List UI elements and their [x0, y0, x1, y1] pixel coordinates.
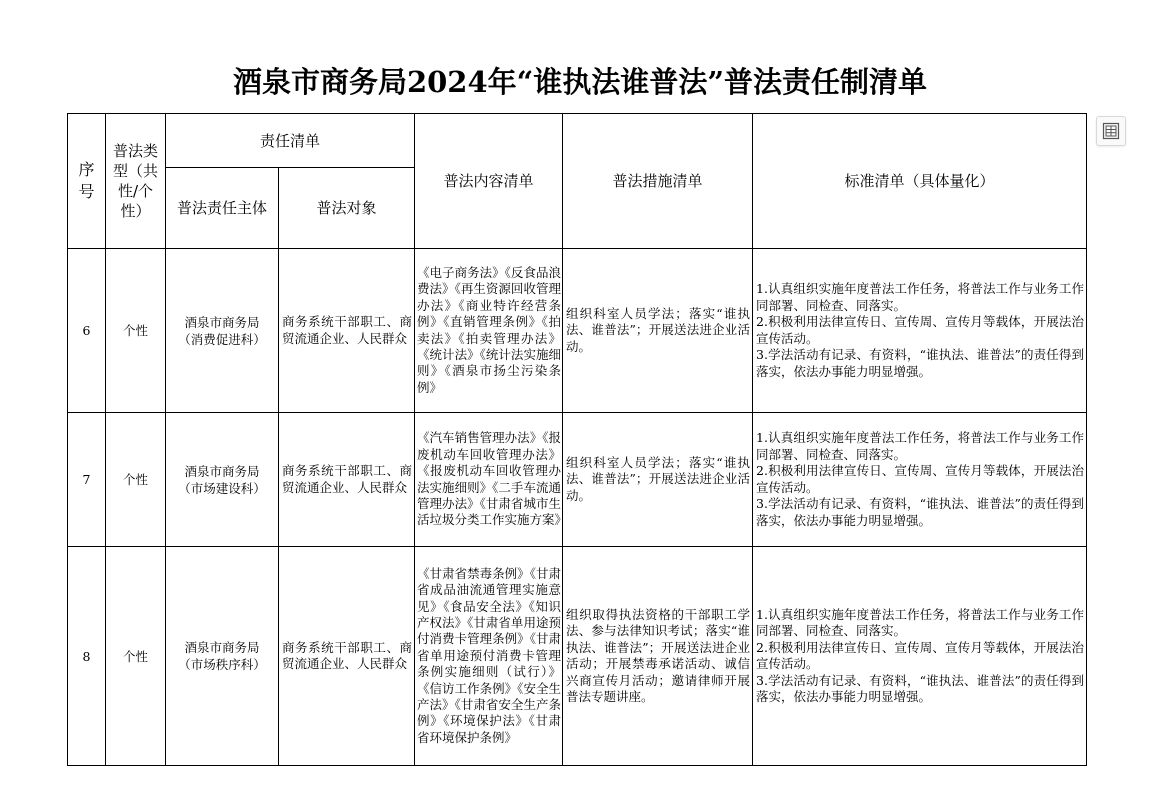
row-seq: 8	[68, 547, 106, 766]
row-measures: 组织科室人员学法；落实“谁执法、谁普法”；开展送法进企业活动。	[563, 413, 753, 547]
table-view-button[interactable]	[1096, 116, 1126, 146]
row-target: 商务系统干部职工、商贸流通企业、人民群众	[279, 413, 415, 547]
table-row	[68, 547, 1087, 766]
row-target: 商务系统干部职工、商贸流通企业、人民群众	[279, 547, 415, 766]
row-content: 《甘肃省禁毒条例》《甘肃省成品油流通管理实施意见》《食品安全法》《知识产权法》《甘肃省单用途预付消费卡管理条例》《甘肃省单用途预付消费卡管理条例实施细则（试行）》《信访工作条例》《安全生产法》《甘肃省安全生产条例》《环境保护法》《甘肃省环境保护条例》	[415, 547, 563, 766]
header-measures: 普法措施清单	[563, 114, 753, 249]
row-subject: 酒泉市商务局 （消费促进科）	[166, 249, 279, 413]
responsibility-table	[67, 113, 1087, 766]
row-content: 《电子商务法》《反食品浪费法》《再生资源回收管理办法》《商业特许经营条例》《直销管理条例》《拍卖法》《拍卖管理办法》《统计法》《统计法实施细则》《酒泉市扬尘污染条例》	[415, 249, 563, 413]
row-seq: 7	[68, 413, 106, 547]
header-target: 普法对象	[279, 168, 415, 249]
header-subject: 普法责任主体	[166, 168, 279, 249]
row-type: 个性	[106, 547, 166, 766]
row-type: 个性	[106, 413, 166, 547]
table-row	[68, 413, 1087, 547]
table-row	[68, 249, 1087, 413]
row-seq: 6	[68, 249, 106, 413]
row-subject: 酒泉市商务局 （市场秩序科）	[166, 547, 279, 766]
row-content: 《汽车销售管理办法》《报废机动车回收管理办法》《报废机动车回收管理办法实施细则》《二手车流通管理办法》《甘肃省城市生活垃圾分类工作实施方案》	[415, 413, 563, 547]
page-title: 酒泉市商务局2024年“谁执法谁普法”普法责任制清单	[232, 65, 928, 99]
row-subject: 酒泉市商务局 （市场建设科）	[166, 413, 279, 547]
table-view-icon	[1102, 122, 1120, 140]
row-standard: 1.认真组织实施年度普法工作任务，将普法工作与业务工作同部署、同检查、同落实。 2.积极利用法律宣传日、宣传周、宣传月等载体，开展法治宣传活动。 3.学法活动有记录、有资料，“谁执法、谁普法”的责任得到落实，依法办事能力明显增强。	[753, 249, 1087, 413]
row-type: 个性	[106, 249, 166, 413]
header-content: 普法内容清单	[415, 114, 563, 249]
row-target: 商务系统干部职工、商贸流通企业、人民群众	[279, 249, 415, 413]
row-standard: 1.认真组织实施年度普法工作任务，将普法工作与业务工作同部署、同检查、同落实。 2.积极利用法律宣传日、宣传周、宣传月等载体，开展法治宣传活动。 3.学法活动有记录、有资料，“谁执法、谁普法”的责任得到落实，依法办事能力明显增强。	[753, 547, 1087, 766]
header-type: 普法类型（共性/个性）	[106, 114, 166, 249]
header-standard: 标准清单（具体量化）	[753, 114, 1087, 249]
row-measures: 组织取得执法资格的干部职工学法、参与法律知识考试；落实“谁执法、谁普法”；开展送法进企业活动；开展禁毒承诺活动、诚信兴商宣传月活动；邀请律师开展普法专题讲座。	[563, 547, 753, 766]
row-measures: 组织科室人员学法；落实“谁执法、谁普法”；开展送法进企业活动。	[563, 249, 753, 413]
header-seq: 序号	[68, 114, 106, 249]
row-standard: 1.认真组织实施年度普法工作任务，将普法工作与业务工作同部署、同检查、同落实。 2.积极利用法律宣传日、宣传周、宣传月等载体，开展法治宣传活动。 3.学法活动有记录、有资料，“谁执法、谁普法”的责任得到落实，依法办事能力明显增强。	[753, 413, 1087, 547]
header-responsibility: 责任清单	[166, 114, 415, 168]
